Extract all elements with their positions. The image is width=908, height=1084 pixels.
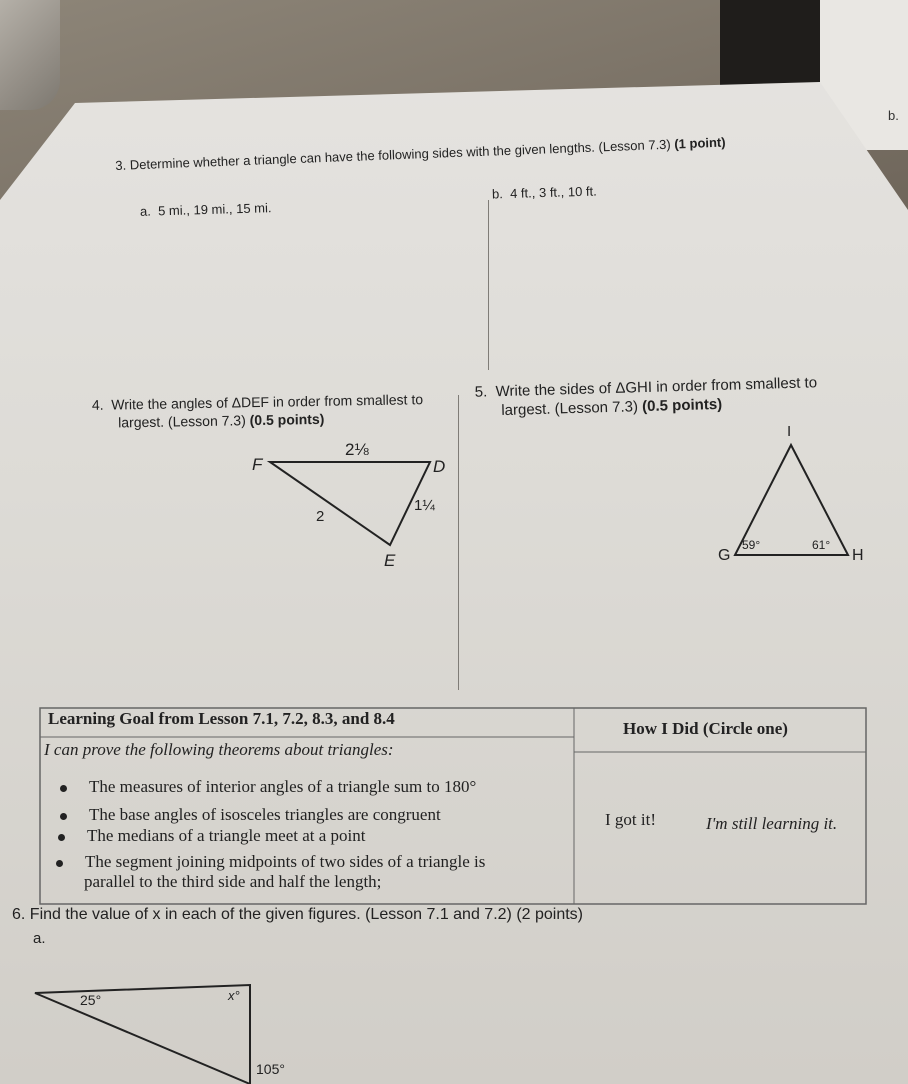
question-4-prompt: 4. Write the angles of ΔDEF in order from smallest to largest. (Lesson 7.3) (0.5 points) — [91, 391, 424, 431]
bullet-dot — [60, 813, 67, 820]
goal-bullet-1: The measures of interior angles of a triangle sum to 180° — [60, 777, 476, 797]
bullet-dot — [56, 860, 63, 867]
learning-goal-intro: I can prove the following theorems about triangles: — [44, 740, 394, 759]
question-3-part-b: b. 4 ft., 3 ft., 10 ft. — [491, 183, 597, 202]
top-vertical-divider — [488, 200, 489, 370]
question-6-prompt: 6. Find the value of x in each of the given figures. (Lesson 7.1 and 7.2) (2 points) — [12, 906, 584, 923]
middle-vertical-divider — [458, 395, 459, 690]
angle-25-label: 25° — [80, 992, 102, 1008]
question-3-part-a: a. 5 mi., 19 mi., 15 mi. — [139, 200, 272, 219]
vertex-e-label: E — [384, 551, 396, 570]
adjacent-paper-label: b. — [888, 108, 899, 123]
goal-bullet-4: The segment joining midpoints of two sides of a triangle is — [56, 852, 485, 872]
angle-105-label: 105° — [256, 1061, 285, 1077]
side-fd-label: 2⅛ — [345, 440, 369, 459]
binder-clip — [0, 0, 60, 110]
vertex-d-label: D — [433, 457, 446, 476]
option-still-learning[interactable]: I'm still learning it. — [706, 814, 838, 833]
vertex-i-label: I — [787, 423, 792, 440]
question-5-prompt: 5. Write the sides of ΔGHI in order from smallest to largest. (Lesson 7.3) (0.5 points) — [474, 374, 818, 420]
option-got-it[interactable]: I got it! — [605, 810, 656, 829]
vertex-h-label: H — [852, 547, 864, 564]
learning-goal-title: Learning Goal from Lesson 7.1, 7.2, 8.3, and 8.4 — [48, 709, 395, 728]
goal-bullet-4-continued: parallel to the third side and half the length; — [84, 872, 382, 891]
side-de-label: 1¼ — [414, 497, 435, 514]
side-fe-label: 2 — [316, 508, 325, 525]
angle-g-label: 59° — [742, 538, 761, 552]
bullet-dot — [58, 834, 65, 841]
goal-bullet-3: The medians of a triangle meet at a point — [58, 826, 366, 846]
vertex-f-label: F — [252, 455, 263, 474]
bullet-dot — [60, 785, 67, 792]
angle-h-label: 61° — [812, 538, 831, 552]
vertex-g-label: G — [718, 547, 731, 564]
question-6-part-a: a. — [33, 930, 46, 947]
angle-x-label: x° — [228, 988, 240, 1003]
question-3-prompt: 3. Determine whether a triangle can have the following sides with the given lengths. (Lesson 7.3) (1 point) — [115, 134, 726, 173]
goal-bullet-2: The base angles of isosceles triangles are congruent — [60, 805, 441, 825]
how-i-did-title: How I Did (Circle one) — [623, 719, 788, 738]
